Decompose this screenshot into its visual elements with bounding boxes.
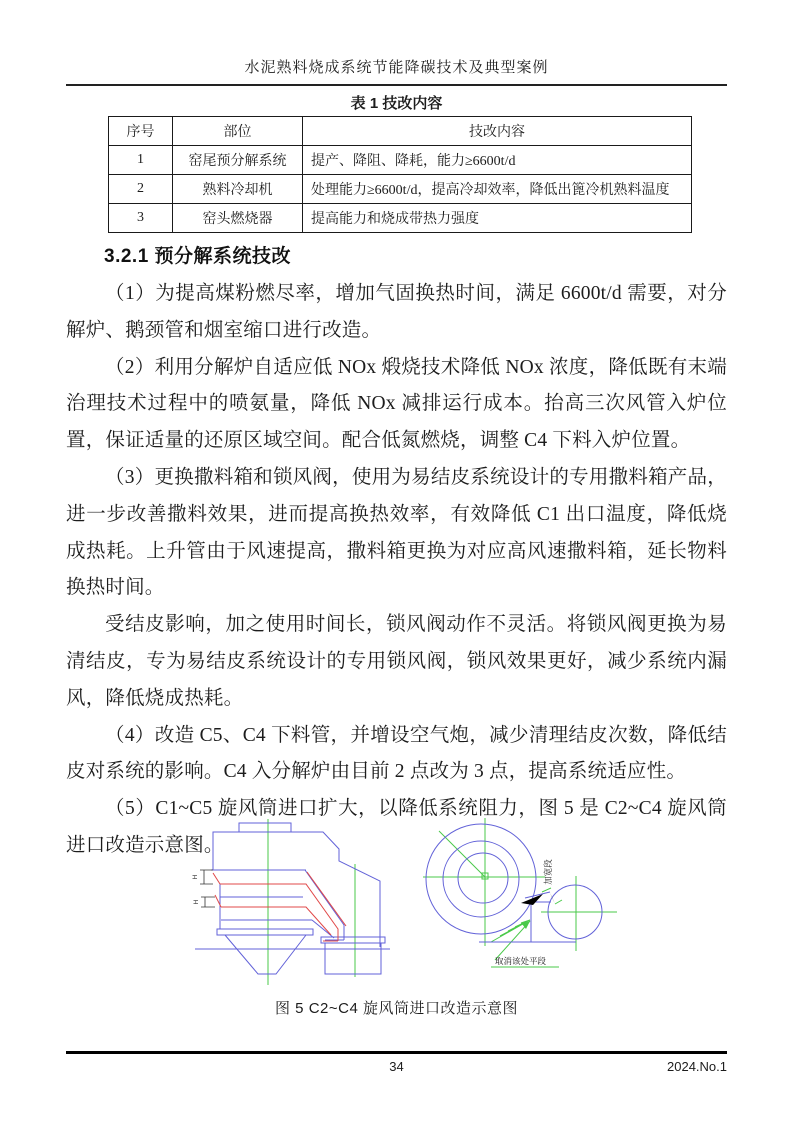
widen-section-label: 加宽段 bbox=[542, 859, 553, 885]
paragraph: （2）利用分解炉自适应低 NOx 煅烧技术降低 NOx 浓度，降低既有末端治理技术过程中的喷氨量，降低 NOx 减排运行成本。抬高三次风管入炉位置，保证适量的还原区域空间。配合低氮燃烧，调整 C4 下料入炉位置。 bbox=[66, 356, 727, 452]
row-index: 2 bbox=[109, 175, 173, 204]
modification-table bbox=[108, 116, 692, 233]
figure-5 bbox=[0, 814, 793, 989]
table-title: 表 1 技改内容 bbox=[350, 95, 443, 112]
paragraph: （4）改造 C5、C4 下料管，并增设空气炮，减少清理结皮次数，降低结皮对系统的影响。C4 入分解炉由目前 2 点改为 3 点，提高系统适应性。 bbox=[66, 724, 727, 783]
row-content: 提产、降阻、降耗，能力≥6600t/d bbox=[303, 146, 692, 175]
centerlines bbox=[268, 819, 355, 985]
figure-left-elevation-diagram bbox=[173, 817, 393, 989]
dimension-label-h: H bbox=[191, 874, 199, 880]
running-header: 水泥熟料烧成系统节能降碳技术及典型案例 bbox=[244, 60, 549, 76]
row-part: 熟料冷却机 bbox=[173, 175, 303, 204]
table-row bbox=[109, 175, 692, 204]
issue-label: 2024.No.1 bbox=[667, 1059, 727, 1074]
row-content: 提高能力和烧成带热力强度 bbox=[303, 204, 692, 233]
footer-divider bbox=[66, 1051, 727, 1054]
section-heading: 3.2.1 预分解系统技改 bbox=[104, 246, 292, 267]
col-header-part: 部位 bbox=[173, 117, 303, 146]
table-row bbox=[109, 204, 692, 233]
row-index: 1 bbox=[109, 146, 173, 175]
figure-right-plan-diagram bbox=[409, 814, 621, 989]
body-content bbox=[66, 241, 727, 865]
dimension-label-h: H bbox=[192, 899, 200, 905]
dimension-marks bbox=[200, 870, 215, 907]
col-header-content: 技改内容 bbox=[303, 117, 692, 146]
page-number: 34 bbox=[389, 1059, 404, 1074]
row-content: 处理能力≥6600t/d，提高冷却效率，降低出篦冷机熟料温度 bbox=[303, 175, 692, 204]
figure-caption: 图 5 C2~C4 旋风筒进口改造示意图 bbox=[275, 1000, 518, 1017]
remove-flat-segment-label: 取消该处平段 bbox=[494, 956, 546, 966]
row-index: 3 bbox=[109, 204, 173, 233]
row-part: 窑头燃烧器 bbox=[173, 204, 303, 233]
paragraph: 受结皮影响，加之使用时间长，锁风阀动作不灵活。将锁风阀更换为易清结皮，专为易结皮系统设计的专用锁风阀，锁风效果更好，减少系统内漏风，降低烧成热耗。 bbox=[66, 614, 727, 709]
paragraph: （1）为提高煤粉燃尽率，增加气固换热时间，满足 6600t/d 需要，对分解炉、鹅颈管和烟室缩口进行改造。 bbox=[66, 283, 727, 341]
modification-lines bbox=[213, 872, 346, 941]
cyclone-outline bbox=[192, 823, 390, 974]
table-header-row bbox=[109, 117, 692, 146]
widened-inlet-highlight bbox=[521, 894, 543, 905]
paragraph: （5）C1~C5 旋风筒进口扩大，以降低系统阻力，图 5 是 C2~C4 旋风筒进口改造示意图。 bbox=[66, 798, 727, 856]
header-divider bbox=[66, 84, 727, 86]
row-part: 窑尾预分解系统 bbox=[173, 146, 303, 175]
paragraph: （3）更换撒料箱和锁风阀，使用为易结皮系统设计的专用撒料箱产品，进一步改善撒料效果，进而提高换热效率，有效降低 C1 出口温度，降低烧成热耗。上升管由于风速提高，撒料箱更换为对应高风速撒料箱，延长物料换热时间。 bbox=[66, 466, 727, 599]
col-header-index: 序号 bbox=[109, 117, 173, 146]
table-row bbox=[109, 146, 692, 175]
